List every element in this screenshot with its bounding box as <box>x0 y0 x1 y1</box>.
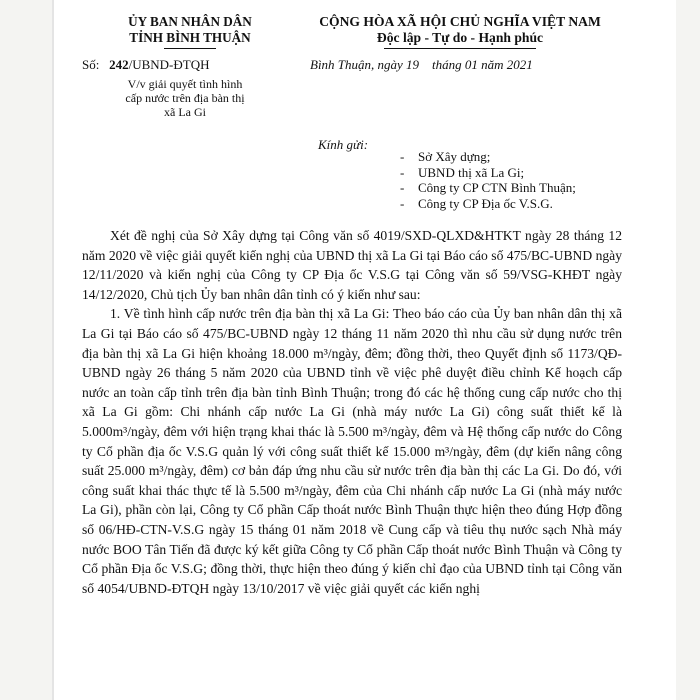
national-header <box>290 14 630 46</box>
issue-date: Bình Thuận, ngày 19 tháng 01 năm 2021 <box>310 57 533 72</box>
doc-number-prefix: Số: <box>82 57 100 72</box>
subject-line-2: cấp nước trên địa bàn thị <box>125 91 245 105</box>
country-name: CỘNG HÒA XÃ HỘI CHỦ NGHĨA VIỆT NAM <box>319 14 601 29</box>
subject-line-3: xã La Gi <box>164 105 206 119</box>
recipient-text: UBND thị xã La Gi; <box>418 164 525 180</box>
recipient-text: Sở Xây dựng; <box>418 149 491 164</box>
agency-underline <box>164 48 216 49</box>
agency-line-1: ỦY BAN NHÂN DÂN <box>128 14 252 29</box>
recipient-item <box>400 165 576 181</box>
recipient-item <box>400 149 576 165</box>
recipient-item <box>400 180 576 196</box>
doc-number-value: 242 <box>109 57 129 72</box>
list-dash: - <box>400 195 405 211</box>
motto-underline <box>384 48 536 49</box>
recipient-text: Công ty CP CTN Bình Thuận; <box>418 180 576 195</box>
national-motto: Độc lập - Tự do - Hạnh phúc <box>376 30 544 45</box>
list-dash: - <box>400 149 405 164</box>
document-body <box>82 226 622 598</box>
body-paragraph-2: 1. Về tình hình cấp nước trên địa bàn thị xã La Gi: Theo báo cáo của Ủy ban nhân dân thị xã La Gi tại Báo cáo số 475/BC-UBND ngày 12 tháng 11 năm 2020 thì nhu cầu sử dụng nước trên địa bàn thị xã La Gi hiện khoảng 18.000 m³/ngày, đêm; đồng thời, theo Quyết định số 1173/QĐ-UBND ngày 26 tháng 5 năm 2020 của UBND tỉnh về việc phê duyệt điều chỉnh Kế hoạch cấp nước an toàn cấp tỉnh trên địa bàn tỉnh Bình Thuận; trong đó các hệ thống cung cấp nước cho thị xã La Gi gồm: Chi nhánh cấp nước La Gi (nhà máy nước La Gi) công suất thiết kế là 5.000m³/ngày, đêm với hiện trạng khai thác là 5.500 m³/ngày, đêm và Hệ thống cấp nước do Công ty Cổ phần địa ốc V.S.G quản lý với công suất thiết kế 15.000 m³/ngày, đêm (dự kiến nâng công suất 25.000 m³/ngày, đêm) cơ bản đáp ứng nhu cầu sử nước trên địa bàn thị các La Gi. Do đó, với công suất khai thác thực tế là 5.500 m³/ngày, đêm của Chi nhánh cấp nước La Gi (nhà máy nước La Gi), phần còn lại, Công ty Cổ phần Cấp thoát nước Bình Thuận thực hiện theo đúng Hợp đồng số 06/HĐ-CTN-V.S.G ngày 15 tháng 01 năm 2018 về Cung cấp và tiêu thụ nước sạch Nhà máy nước BOO Tân Tiến đã được ký kết giữa Công ty Cổ phần Cấp thoát nước Bình Thuận và Công ty Cổ phần Địa ốc V.S.G; đồng thời, thực hiện theo đúng ý kiến chỉ đạo của UBND tỉnh tại Công văn số 4054/UBND-ĐTQH ngày 13/10/2017 về việc giải quyết các kiến nghị <box>82 306 622 596</box>
doc-number-suffix: /UBND-ĐTQH <box>128 57 210 72</box>
document-number <box>82 57 209 73</box>
subject-line-1: V/v giải quyết tình hình <box>127 77 243 91</box>
issuing-agency <box>90 14 290 46</box>
body-paragraph-1: Xét đề nghị của Sở Xây dựng tại Công văn số 4019/SXD-QLXD&HTKT ngày 28 tháng 12 năm 2020 về việc giải quyết kiến nghị của UBND thị xã La Gi tại Báo cáo số 475/BC-UBND ngày 12/11/2020 và kiến nghị của Công ty CP Địa ốc V.S.G tại Công văn số 59/VSG-KHĐT ngày 14/12/2020, Chủ tịch Ủy ban nhân dân tỉnh có ý kiến như sau: <box>82 228 622 302</box>
list-dash: - <box>400 164 405 180</box>
page-edge-shadow <box>52 0 54 700</box>
recipient-list <box>400 149 576 211</box>
recipient-item <box>400 196 576 212</box>
recipient-text: Công ty CP Địa ốc V.S.G. <box>418 195 553 211</box>
recipients-label: Kính gửi: <box>318 137 369 152</box>
agency-line-2: TỈNH BÌNH THUẬN <box>129 30 251 45</box>
list-dash: - <box>400 180 405 195</box>
document-subject <box>100 77 270 119</box>
